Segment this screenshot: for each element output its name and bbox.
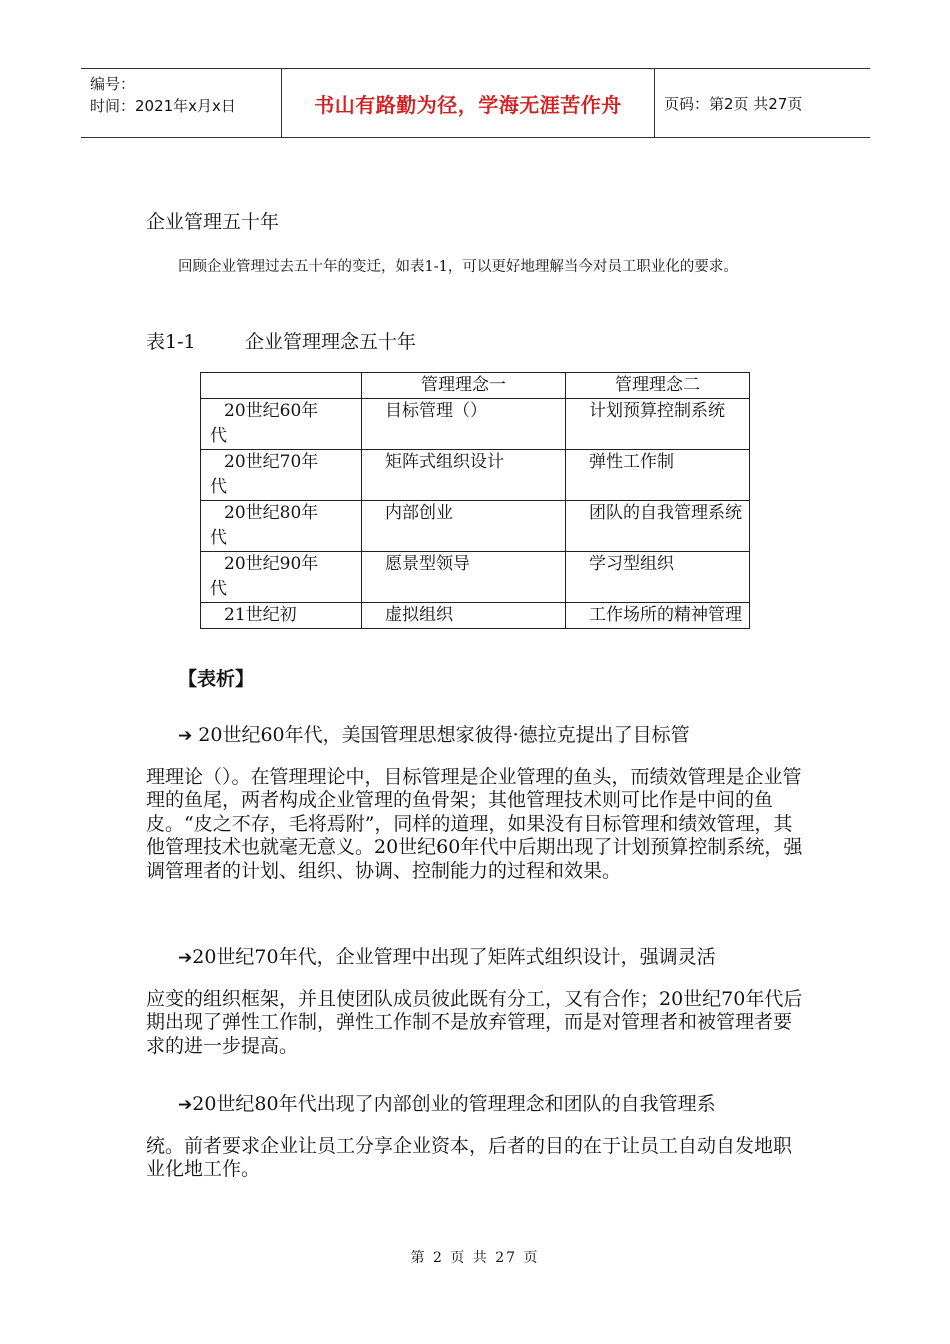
paragraph-body: 理理论（）。在管理理论中，目标管理是企业管理的鱼头，而绩效管理是企业管理的鱼尾，两者构成企业管理的鱼骨架；其他管理技术则可比作是中间的鱼皮。“皮之不存，毛将焉附”，同样的道理，如果没有目标管理和绩效管理，其他管理技术也就毫无意义。20世纪60年代中后期出现了计划预算控制系统，强调管理者的计划、组织、协调、控制能力的过程和效果。 (146, 765, 803, 882)
idea1-cell: 矩阵式组织设计 (362, 450, 566, 501)
arrow-icon: ➔ (178, 726, 193, 746)
idea2-cell: 计划预算控制系统 (566, 399, 750, 450)
paragraph-lead: 20世纪70年代，企业管理中出现了矩阵式组织设计，强调灵活 (192, 946, 716, 968)
intro-text: 回顾企业管理过去五十年的变迁，如表1-1，可以更好地理解当今对员工职业化的要求。 (178, 259, 738, 275)
arrow-icon: ➔ (178, 1095, 193, 1115)
header-page-info: 页码：第2页 共27页 (664, 94, 803, 113)
era-text: 20世纪70年 (224, 452, 319, 472)
era-text: 20世纪80年 (224, 503, 319, 523)
era-text-cont: 代 (210, 528, 227, 548)
table-row (201, 501, 750, 552)
idea1-cell: 愿景型领导 (362, 552, 566, 603)
era-cell (201, 399, 362, 450)
era-text: 21世纪初 (224, 605, 297, 625)
header-meta (81, 69, 282, 137)
paragraph-70s (146, 946, 806, 1058)
header-motto: 书山有路勤为径，学海无涯苦作舟 (314, 92, 622, 117)
idea2-cell: 学习型组织 (566, 552, 750, 603)
paragraph-body: 统。前者要求企业让员工分享企业资本，后者的目的在于让员工自动自发地职业化地工作。 (146, 1134, 793, 1180)
table-row (201, 399, 750, 450)
paragraph-80s (146, 1093, 806, 1182)
paragraph-first-line (146, 1093, 806, 1118)
era-cell (201, 603, 362, 629)
table-caption-text: 企业管理理念五十年 (245, 331, 417, 353)
idea1-cell: 目标管理（） (362, 399, 566, 450)
paragraph-first-line (146, 724, 806, 749)
management-ideas-table (200, 372, 750, 629)
page-footer: 第 2 页 共 27 页 (410, 1250, 540, 1266)
idea2-cell: 团队的自我管理系统 (566, 501, 750, 552)
header-motto-cell (282, 69, 655, 137)
era-cell (201, 552, 362, 603)
era-cell (201, 501, 362, 552)
paragraph-lead: 20世纪80年代出现了内部创业的管理理念和团队的自我管理系 (192, 1093, 716, 1115)
era-text-cont: 代 (210, 579, 227, 599)
table-caption (146, 327, 416, 354)
idea2-cell: 弹性工作制 (566, 450, 750, 501)
table-header-cell (201, 373, 362, 399)
table-row (201, 603, 750, 629)
table-row (201, 450, 750, 501)
era-cell (201, 450, 362, 501)
idea1-cell: 内部创业 (362, 501, 566, 552)
header-number-label: 编号： (90, 75, 136, 93)
table-header-row (201, 373, 750, 399)
paragraph-first-line (146, 946, 806, 971)
table-header-cell: 管理理念一 (362, 373, 566, 399)
document-header (81, 68, 870, 138)
arrow-icon: ➔ (178, 948, 193, 968)
paragraph-60s (146, 724, 806, 883)
header-date: 时间：2021年x月x日 (90, 97, 236, 115)
table-caption-number: 表1-1 (146, 331, 196, 353)
table-header-cell: 管理理念二 (566, 373, 750, 399)
idea1-cell: 虚拟组织 (362, 603, 566, 629)
analysis-label: 【表析】 (178, 668, 255, 690)
era-text: 20世纪90年 (224, 554, 319, 574)
paragraph-body: 应变的组织框架，并且使团队成员彼此既有分工，又有合作；20世纪70年代后期出现了弹性工作制，弹性工作制不是放弃管理，而是对管理者和被管理者要求的进一步提高。 (146, 987, 803, 1057)
era-text-cont: 代 (210, 426, 227, 446)
idea2-cell: 工作场所的精神管理 (566, 603, 750, 629)
table-row (201, 552, 750, 603)
paragraph-lead: 20世纪60年代，美国管理思想家彼得·德拉克提出了目标管 (192, 724, 690, 746)
era-text-cont: 代 (210, 477, 227, 497)
era-text: 20世纪60年 (224, 401, 319, 421)
section-title: 企业管理五十年 (146, 211, 280, 233)
